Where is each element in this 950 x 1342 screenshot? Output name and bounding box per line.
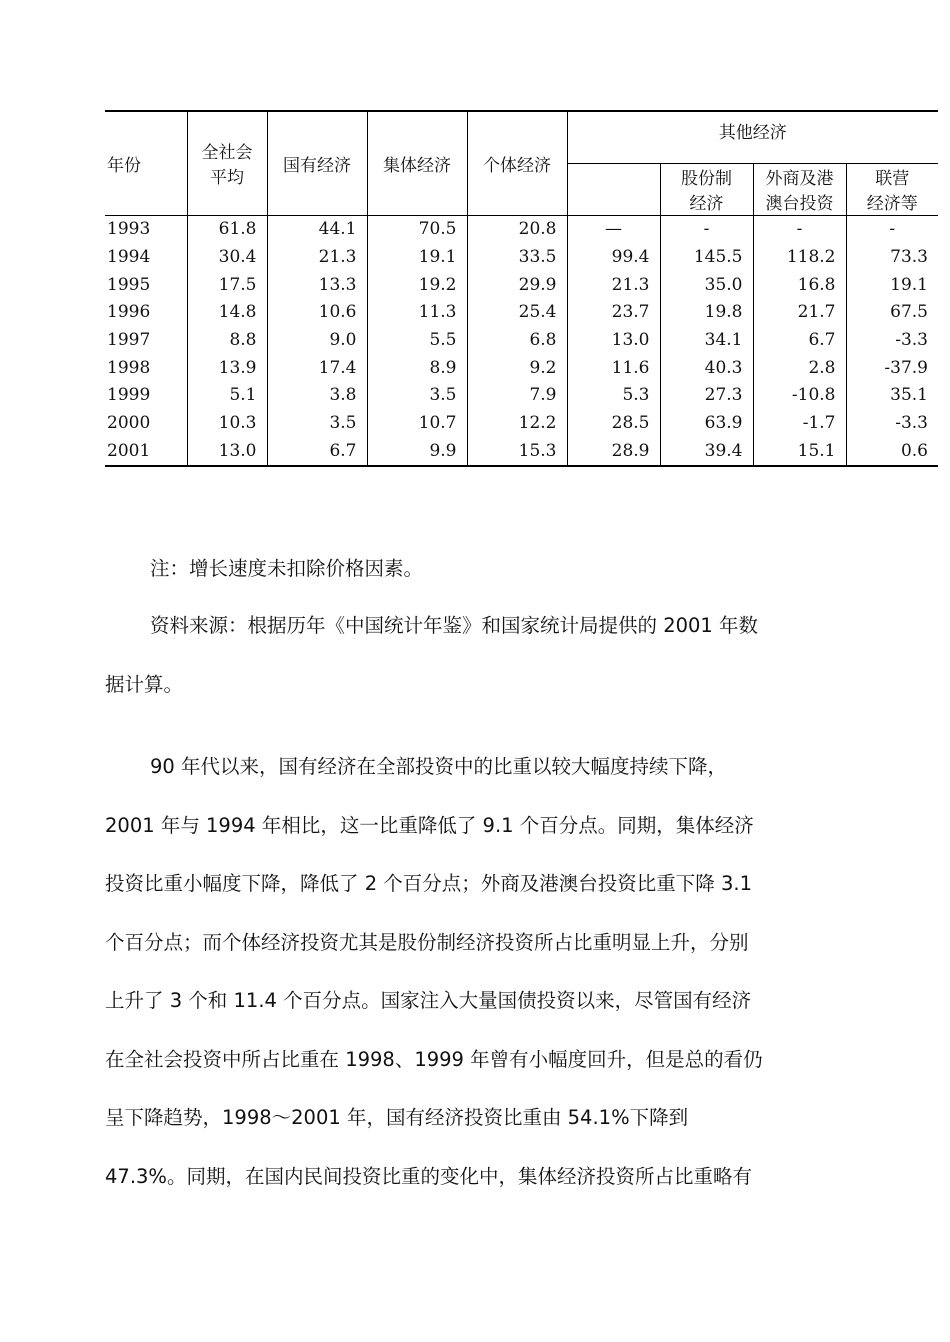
- cell-year: 1998: [107, 357, 151, 378]
- investment-growth-table: [105, 110, 938, 467]
- cell-state: 3.5: [267, 409, 367, 437]
- cell-avg: 13.9: [187, 354, 267, 382]
- cell-individual: 7.9: [467, 382, 567, 410]
- source-paragraph: [105, 597, 850, 714]
- cell-avg: 14.8: [187, 299, 267, 327]
- cell-foreign: 2.8: [753, 354, 846, 382]
- cell-collective: 5.5: [367, 326, 467, 354]
- body-line: 呈下降趋势，1998～2001 年，国有经济投资比重由 54.1%下降到: [105, 1106, 689, 1129]
- cell-joint: 19.1: [846, 271, 938, 299]
- table-row: [105, 215, 938, 243]
- cell-joint: -: [846, 215, 938, 243]
- body-line: 上升了 3 个和 11.4 个百分点。国家注入大量国债投资以来，尽管国有经济: [105, 989, 752, 1012]
- cell-avg: 5.1: [187, 382, 267, 410]
- body-paragraph: [105, 738, 850, 1206]
- body-line: 在全社会投资中所占比重在 1998、1999 年曾有小幅度回升，但是总的看仍: [105, 1047, 763, 1071]
- header-share: 股份制 经济: [660, 163, 753, 215]
- table-row: [105, 326, 938, 354]
- cell-individual: 25.4: [467, 299, 567, 327]
- cell-joint: 0.6: [846, 437, 938, 466]
- table-row: [105, 382, 938, 410]
- cell-collective: 9.9: [367, 437, 467, 466]
- cell-foreign: 21.7: [753, 299, 846, 327]
- cell-other: 5.3: [567, 382, 660, 410]
- cell-individual: 12.2: [467, 409, 567, 437]
- cell-collective: 11.3: [367, 299, 467, 327]
- cell-joint: -3.3: [846, 409, 938, 437]
- cell-share: 27.3: [660, 382, 753, 410]
- table-row: [105, 409, 938, 437]
- cell-avg: 13.0: [187, 437, 267, 466]
- table-row: [105, 271, 938, 299]
- cell-joint: -3.3: [846, 326, 938, 354]
- cell-joint: 73.3: [846, 243, 938, 271]
- body-line: 47.3%。同期，在国内民间投资比重的变化中，集体经济投资所占比重略有: [105, 1164, 752, 1188]
- cell-foreign: -: [753, 215, 846, 243]
- source-line: 据计算。: [105, 672, 184, 696]
- cell-foreign: 16.8: [753, 271, 846, 299]
- body-line: 2001 年与 1994 年相比，这一比重降低了 9.1 个百分点。同期，集体经济: [105, 813, 754, 837]
- cell-foreign: 118.2: [753, 243, 846, 271]
- cell-individual: 20.8: [467, 215, 567, 243]
- cell-individual: 33.5: [467, 243, 567, 271]
- cell-collective: 8.9: [367, 354, 467, 382]
- header-state: 国有经济: [267, 111, 367, 215]
- cell-share: 35.0: [660, 271, 753, 299]
- cell-avg: 30.4: [187, 243, 267, 271]
- cell-joint: -37.9: [846, 354, 938, 382]
- cell-individual: 6.8: [467, 326, 567, 354]
- cell-avg: 10.3: [187, 409, 267, 437]
- cell-share: 40.3: [660, 354, 753, 382]
- cell-other: 99.4: [567, 243, 660, 271]
- cell-other: 28.5: [567, 409, 660, 437]
- table-body: [105, 215, 938, 466]
- cell-year: 2001: [105, 437, 187, 466]
- header-year: 年份: [105, 111, 187, 215]
- cell-individual: 9.2: [467, 354, 567, 382]
- cell-other: 28.9: [567, 437, 660, 466]
- cell-collective: 19.1: [367, 243, 467, 271]
- cell-individual: 29.9: [467, 271, 567, 299]
- table-row: [105, 299, 938, 327]
- cell-collective: 10.7: [367, 409, 467, 437]
- cell-share: 63.9: [660, 409, 753, 437]
- body-line: 90 年代以来，国有经济在全部投资中的比重以较大幅度持续下降，: [150, 755, 728, 778]
- cell-share: 39.4: [660, 437, 753, 466]
- header-foreign: 外商及港 澳台投资: [753, 163, 846, 215]
- body-line: 个百分点；而个体经济投资尤其是股份制经济投资所占比重明显上升，分别: [105, 930, 749, 954]
- source-line: 资料来源：根据历年《中国统计年鉴》和国家统计局提供的 2001 年数: [150, 614, 759, 637]
- cell-year: 1997: [107, 330, 151, 351]
- cell-year: 1994: [107, 247, 151, 268]
- cell-state: 10.6: [267, 299, 367, 327]
- header-joint: 联营 经济等: [846, 163, 938, 215]
- cell-joint: 35.1: [846, 382, 938, 410]
- cell-share: -: [660, 215, 753, 243]
- cell-foreign: 6.7: [753, 326, 846, 354]
- cell-avg: 61.8: [187, 215, 267, 243]
- cell-other: —: [567, 215, 660, 243]
- cell-collective: 3.5: [367, 382, 467, 410]
- cell-joint: 67.5: [846, 299, 938, 327]
- cell-individual: 15.3: [467, 437, 567, 466]
- cell-other: 11.6: [567, 354, 660, 382]
- cell-foreign: -10.8: [753, 382, 846, 410]
- cell-year: 2000: [107, 413, 151, 434]
- header-other: 其他经济: [567, 111, 938, 163]
- cell-state: 44.1: [267, 215, 367, 243]
- cell-share: 34.1: [660, 326, 753, 354]
- table-row: [105, 437, 938, 466]
- body-line: 投资比重小幅度下降，降低了 2 个百分点；外商及港澳台投资比重下降 3.1: [105, 872, 753, 895]
- cell-year: 1999: [107, 385, 151, 406]
- table-row: [105, 354, 938, 382]
- cell-year: 1995: [107, 274, 151, 295]
- cell-state: 13.3: [267, 271, 367, 299]
- header-average: 全社会 平均: [187, 111, 267, 215]
- table-row: [105, 243, 938, 271]
- cell-foreign: -1.7: [753, 409, 846, 437]
- cell-other: 13.0: [567, 326, 660, 354]
- cell-state: 21.3: [267, 243, 367, 271]
- header-collective: 集体经济: [367, 111, 467, 215]
- cell-state: 6.7: [267, 437, 367, 466]
- cell-share: 145.5: [660, 243, 753, 271]
- cell-collective: 70.5: [367, 215, 467, 243]
- note-text: 注：增长速度未扣除价格因素。: [150, 557, 424, 580]
- cell-share: 19.8: [660, 299, 753, 327]
- cell-year: 1993: [107, 219, 151, 240]
- cell-foreign: 15.1: [753, 437, 846, 466]
- cell-avg: 17.5: [187, 271, 267, 299]
- cell-collective: 19.2: [367, 271, 467, 299]
- cell-avg: 8.8: [187, 326, 267, 354]
- header-other-total: [567, 163, 660, 215]
- cell-other: 21.3: [567, 271, 660, 299]
- cell-other: 23.7: [567, 299, 660, 327]
- cell-year: 1996: [107, 302, 151, 323]
- cell-state: 17.4: [267, 354, 367, 382]
- header-individual: 个体经济: [467, 111, 567, 215]
- cell-state: 3.8: [267, 382, 367, 410]
- cell-state: 9.0: [267, 326, 367, 354]
